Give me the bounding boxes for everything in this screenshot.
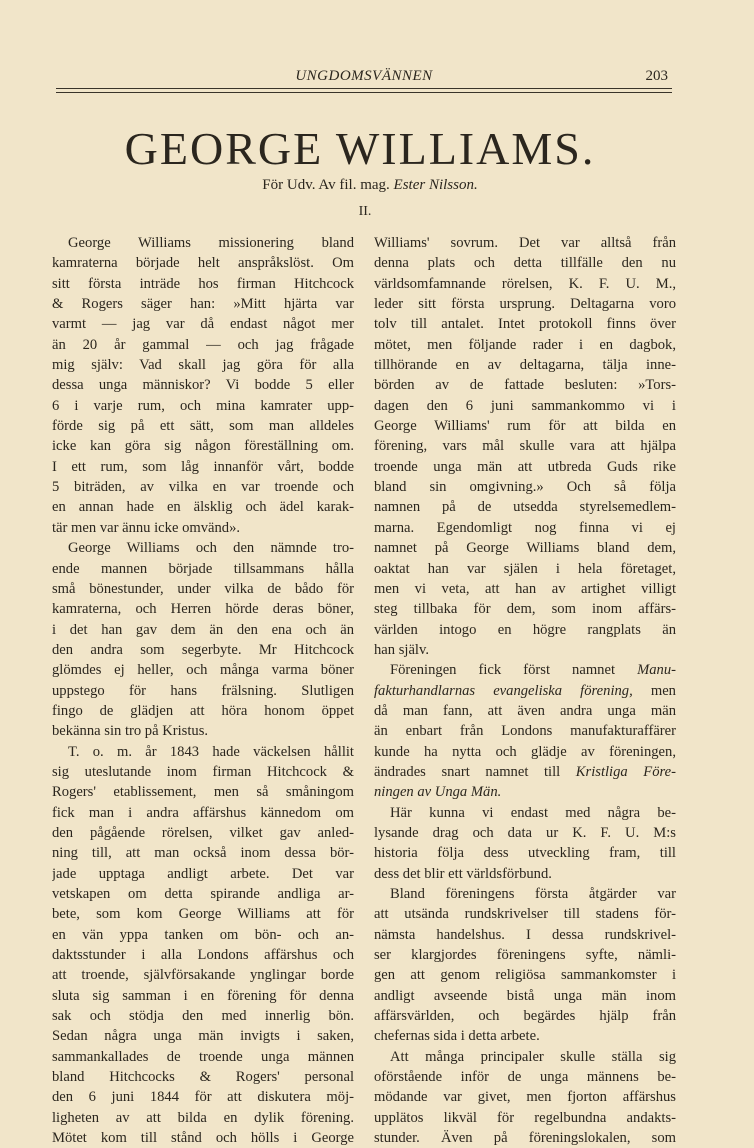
line-text: att troende, självförsakande ynglingar borde: [52, 967, 354, 984]
line-text: & Rogers säger han: »Mitt hjärta var: [52, 296, 354, 313]
line-text: men vi veta, att han av artighet villigt: [374, 580, 676, 597]
line-text: en annan hade en älsklig och ädel karak-: [52, 499, 354, 516]
line-text: George Williams' rum för att bilda en: [374, 418, 676, 435]
text-line: [374, 314, 676, 334]
line-text: Sedan några unga män invigts i saken,: [52, 1028, 354, 1045]
text-line: [374, 681, 676, 701]
line-text: 5 biträden, av vilka en var troende och: [52, 479, 354, 496]
text-line: [374, 559, 676, 579]
text-line: [52, 457, 354, 477]
line-text: världen intogo en högre rangplats än: [374, 621, 676, 638]
line-text: fick man i andra affärshus kännedom om: [52, 804, 354, 821]
line-text: bland Hitchcocks & Rogers' personal: [52, 1069, 354, 1086]
line-text: kamraterna, och Herren hörde deras böner,: [52, 601, 354, 618]
line-italic: ningen av Unga Män.: [374, 784, 502, 801]
line-text: namnet på George Williams bland dem,: [374, 540, 676, 557]
line-text: sig uteslutande inom firman Hitchcock &: [52, 763, 354, 780]
line-text: George Williams missionering bland: [68, 235, 354, 251]
line-text: troende unga män att utbreda Guds rike: [374, 458, 676, 475]
header-rule: [56, 88, 672, 89]
text-line: [374, 1006, 676, 1026]
text-line: [52, 681, 354, 701]
line-text: icke kan göra sig någon föreställning om.: [52, 438, 354, 455]
text-line: [374, 843, 676, 863]
line-text: sluta sig samman i en förening för denna: [52, 987, 354, 1004]
line-text: små bönestunder, under vilka de bådo för: [52, 580, 354, 597]
line-text: han själv.: [374, 641, 429, 658]
text-line: [374, 335, 676, 355]
text-line: [52, 1006, 354, 1026]
text-line: [374, 457, 676, 477]
line-text: men: [632, 682, 676, 699]
text-line: [374, 884, 676, 904]
text-line: [52, 538, 354, 558]
text-line: [52, 986, 354, 1006]
text-line: [52, 965, 354, 985]
line-text: tär men var ännu icke omvänd».: [52, 519, 241, 536]
line-text: T. o. m. år 1843 hade väckelsen hållit: [68, 743, 354, 760]
text-line: [52, 1047, 354, 1067]
text-line: [52, 721, 354, 741]
text-line: [52, 233, 354, 253]
line-text: dessa unga människor? Vi bodde 5 eller: [52, 377, 354, 394]
text-line: [374, 233, 676, 253]
text-line: [374, 660, 676, 680]
line-text: sak och stödja den med innerlig bön.: [52, 1008, 354, 1025]
text-line: [374, 640, 676, 660]
text-line: [52, 253, 354, 273]
text-line: [52, 864, 354, 884]
line-italic: Manu-: [637, 662, 676, 679]
line-text: denna plats och detta tillfälle den nu: [374, 255, 676, 272]
line-text: 6 i varje rum, och mina kamrater upp-: [52, 397, 354, 414]
text-line: [374, 701, 676, 721]
page-number: 203: [645, 68, 668, 84]
text-line: [374, 538, 676, 558]
text-line: [374, 1108, 676, 1128]
text-line: [52, 375, 354, 395]
text-line: [374, 823, 676, 843]
text-line: [52, 620, 354, 640]
text-line: [52, 477, 354, 497]
line-text: i det han gav dem än den ena och än: [52, 621, 354, 638]
line-text: bete, som kom George Williams att för: [52, 906, 354, 923]
text-line: [52, 945, 354, 965]
text-line: [374, 355, 676, 375]
section-number: II.: [358, 204, 372, 219]
text-line: [52, 640, 354, 660]
running-head: [56, 66, 672, 88]
line-text: I ett rum, som låg innanför vårt, bodde: [52, 458, 354, 475]
text-line: [374, 945, 676, 965]
line-text: nämsta handelshus. I dessa rundskrivel-: [374, 926, 676, 943]
right-column: [374, 233, 676, 1148]
line-text: Rogers' etablissement, men så småningom: [52, 784, 354, 801]
line-text: jade upptaga andligt arbete. Det var: [52, 865, 354, 882]
text-line: [52, 559, 354, 579]
text-line: [52, 1026, 354, 1046]
text-line: [52, 925, 354, 945]
line-text: börden av de fattade besluten: »Tors-: [374, 377, 676, 394]
line-text: oaktat han var själen i hela företaget,: [374, 560, 676, 577]
text-line: [374, 742, 676, 762]
line-text: steg tillbaka för dem, som inom affärs-: [374, 601, 676, 618]
text-line: [374, 477, 676, 497]
text-line: [52, 803, 354, 823]
line-text: sammankallades de troende unga männen: [52, 1048, 354, 1065]
line-text: en vän yppa tanken om bön- och an-: [52, 926, 354, 943]
line-text: ser klargjordes föreningens syfte, nämli-: [374, 947, 676, 964]
line-text: marna. Egendomligt nog finna vi ej: [374, 519, 676, 536]
text-line: [374, 416, 676, 436]
line-text: förde sig på ett sätt, som man alldeles: [52, 418, 354, 435]
line-text: chefernas sida i detta arbete.: [374, 1028, 540, 1045]
line-text: dess det blir ett världsförbund.: [374, 865, 552, 882]
text-line: [374, 1067, 676, 1087]
line-text: Att många principaler skulle ställa sig: [390, 1048, 676, 1065]
text-line: [52, 742, 354, 762]
text-line: [374, 579, 676, 599]
line-text: tolv till antalet. Intet protokoll finns över: [374, 316, 676, 333]
text-line: [52, 1067, 354, 1087]
text-line: [52, 355, 354, 375]
line-text: tillhörande en av deltagarna, tälja inne-: [374, 357, 676, 374]
line-text: upplätos likväl för regelbundna andakts-: [374, 1109, 676, 1126]
text-line: [374, 1128, 676, 1148]
line-text: kunde ha nytta och glädje av föreningen,: [374, 743, 676, 760]
line-text: den andra som segerbyte. Mr Hitchcock: [52, 641, 354, 658]
text-line: [52, 599, 354, 619]
line-text: ändrades snart namnet till: [374, 763, 576, 780]
text-line: [374, 294, 676, 314]
line-text: uppstego för hans frälsning. Slutligen: [52, 682, 354, 699]
line-text: den 6 juni 1844 för att diskutera möj-: [52, 1089, 354, 1106]
line-text: förening, vars mål skulle vara att hjälpa: [374, 438, 676, 455]
text-line: [52, 518, 354, 538]
line-text: Bland föreningens första åtgärder var: [390, 886, 676, 902]
text-line: [52, 396, 354, 416]
text-line: [52, 335, 354, 355]
text-line: [374, 436, 676, 456]
text-line: [52, 416, 354, 436]
text-line: [52, 274, 354, 294]
byline-author: Ester Nilsson.: [393, 177, 478, 193]
line-text: kamraterna började helt anspråkslöst. Om: [52, 255, 354, 272]
text-line: [374, 497, 676, 517]
text-line: [52, 314, 354, 334]
byline-prefix: För Udv. Av fil. mag.: [262, 177, 390, 193]
line-text: fingo de glädjen att höra honom öppet: [52, 702, 354, 719]
line-text: Mötet kom till stånd och hölls i George: [52, 1130, 354, 1147]
line-text: Williams' sovrum. Det var alltså från: [374, 235, 676, 251]
text-line: [374, 1087, 676, 1107]
text-line: [374, 986, 676, 1006]
line-text: att utsända rundskrivelser till stadens för-: [374, 906, 676, 923]
article-title: GEORGE WILLIAMS.: [124, 123, 596, 174]
line-text: gen att genom religiösa sammankomster i: [374, 967, 676, 984]
text-line: [52, 497, 354, 517]
byline: [0, 177, 740, 194]
running-title: UNGDOMSVÄNNEN: [295, 68, 433, 84]
text-line: [374, 864, 676, 884]
line-text: ligheten av att bilda en dylik förening.: [52, 1109, 354, 1126]
text-line: [374, 782, 676, 802]
line-text: oförstående inför de unga männens be-: [374, 1069, 676, 1086]
text-line: [374, 1026, 676, 1046]
line-text: historia följa dess utveckling fram, till: [374, 845, 676, 862]
line-text: lysande drag och data ur K. F. U. M:s: [374, 824, 676, 841]
text-line: [374, 620, 676, 640]
text-line: [52, 1128, 354, 1148]
header-rule: [56, 92, 672, 93]
text-line: [52, 1087, 354, 1107]
text-line: [52, 660, 354, 680]
text-line: [374, 904, 676, 924]
line-text: Här kunna vi endast med några be-: [390, 804, 676, 821]
line-text: Föreningen fick först namnet: [390, 662, 638, 679]
text-line: [374, 965, 676, 985]
line-text: andligt avseende bistå unga män inom: [374, 987, 676, 1004]
line-text: mötet, men följande rader i en dagbok,: [374, 336, 676, 353]
line-text: affärsvärlden, och begärdes hjälp från: [374, 1008, 676, 1025]
line-text: bekänna sin tro på Kristus.: [52, 723, 209, 740]
line-text: stunder. Även på föreningslokalen, som: [374, 1130, 676, 1147]
text-line: [52, 782, 354, 802]
line-text: den pågående rörelsen, vilket gav anled-: [52, 824, 354, 841]
text-line: [374, 803, 676, 823]
text-line: [374, 518, 676, 538]
text-line: [52, 294, 354, 314]
text-line: [52, 843, 354, 863]
text-line: [374, 721, 676, 741]
line-italic: Kristliga Före-: [575, 763, 676, 780]
text-line: [374, 253, 676, 273]
text-line: [52, 701, 354, 721]
text-line: [52, 579, 354, 599]
text-line: [374, 1047, 676, 1067]
text-line: [52, 762, 354, 782]
line-text: vetskapen om detta spirande andliga ar-: [52, 886, 354, 902]
line-text: sitt första inträde hos firman Hitchcock: [52, 275, 354, 292]
line-text: glömdes ej heller, och många varma böner: [52, 662, 354, 679]
text-line: [52, 1108, 354, 1128]
text-line: [374, 396, 676, 416]
text-line: [52, 823, 354, 843]
line-text: namnen på de utsedda styrelsemedlem-: [374, 499, 676, 516]
text-line: [374, 762, 676, 782]
text-line: [374, 274, 676, 294]
text-line: [52, 436, 354, 456]
line-text: världsomfamnande rörelsen, K. F. U. M.,: [374, 275, 676, 292]
text-line: [52, 904, 354, 924]
line-text: ning till, att man också inom dessa bör-: [52, 845, 354, 862]
line-text: än 20 år gammal — och jag frågade: [52, 336, 354, 353]
text-line: [52, 884, 354, 904]
line-text: än enbart från Londons manufakturaffärer: [374, 723, 676, 740]
line-text: varmt — jag var då endast något mer: [52, 316, 354, 333]
line-text: bland sin omgivning.» Och så följa: [374, 479, 676, 496]
text-line: [374, 375, 676, 395]
left-column: [52, 233, 354, 1148]
line-text: George Williams och den nämnde tro-: [68, 540, 354, 557]
line-text: då man fann, att även andra unga män: [374, 702, 676, 719]
line-text: leder sitt första ursprung. Deltagarna voro: [374, 296, 676, 313]
line-italic: fakturhandlarnas evangeliska förening,: [374, 682, 633, 699]
line-text: daktsstunder i alla Londons affärshus och: [52, 947, 354, 964]
line-text: mödande var givet, men fjorton affärshus: [374, 1089, 676, 1106]
line-text: mig själv: Vad skall jag göra för alla: [52, 357, 354, 374]
text-line: [374, 925, 676, 945]
text-line: [374, 599, 676, 619]
line-text: dagen den 6 juni sammankommo vi i: [374, 397, 676, 414]
line-text: ende mannen började tillsammans hålla: [52, 560, 354, 577]
